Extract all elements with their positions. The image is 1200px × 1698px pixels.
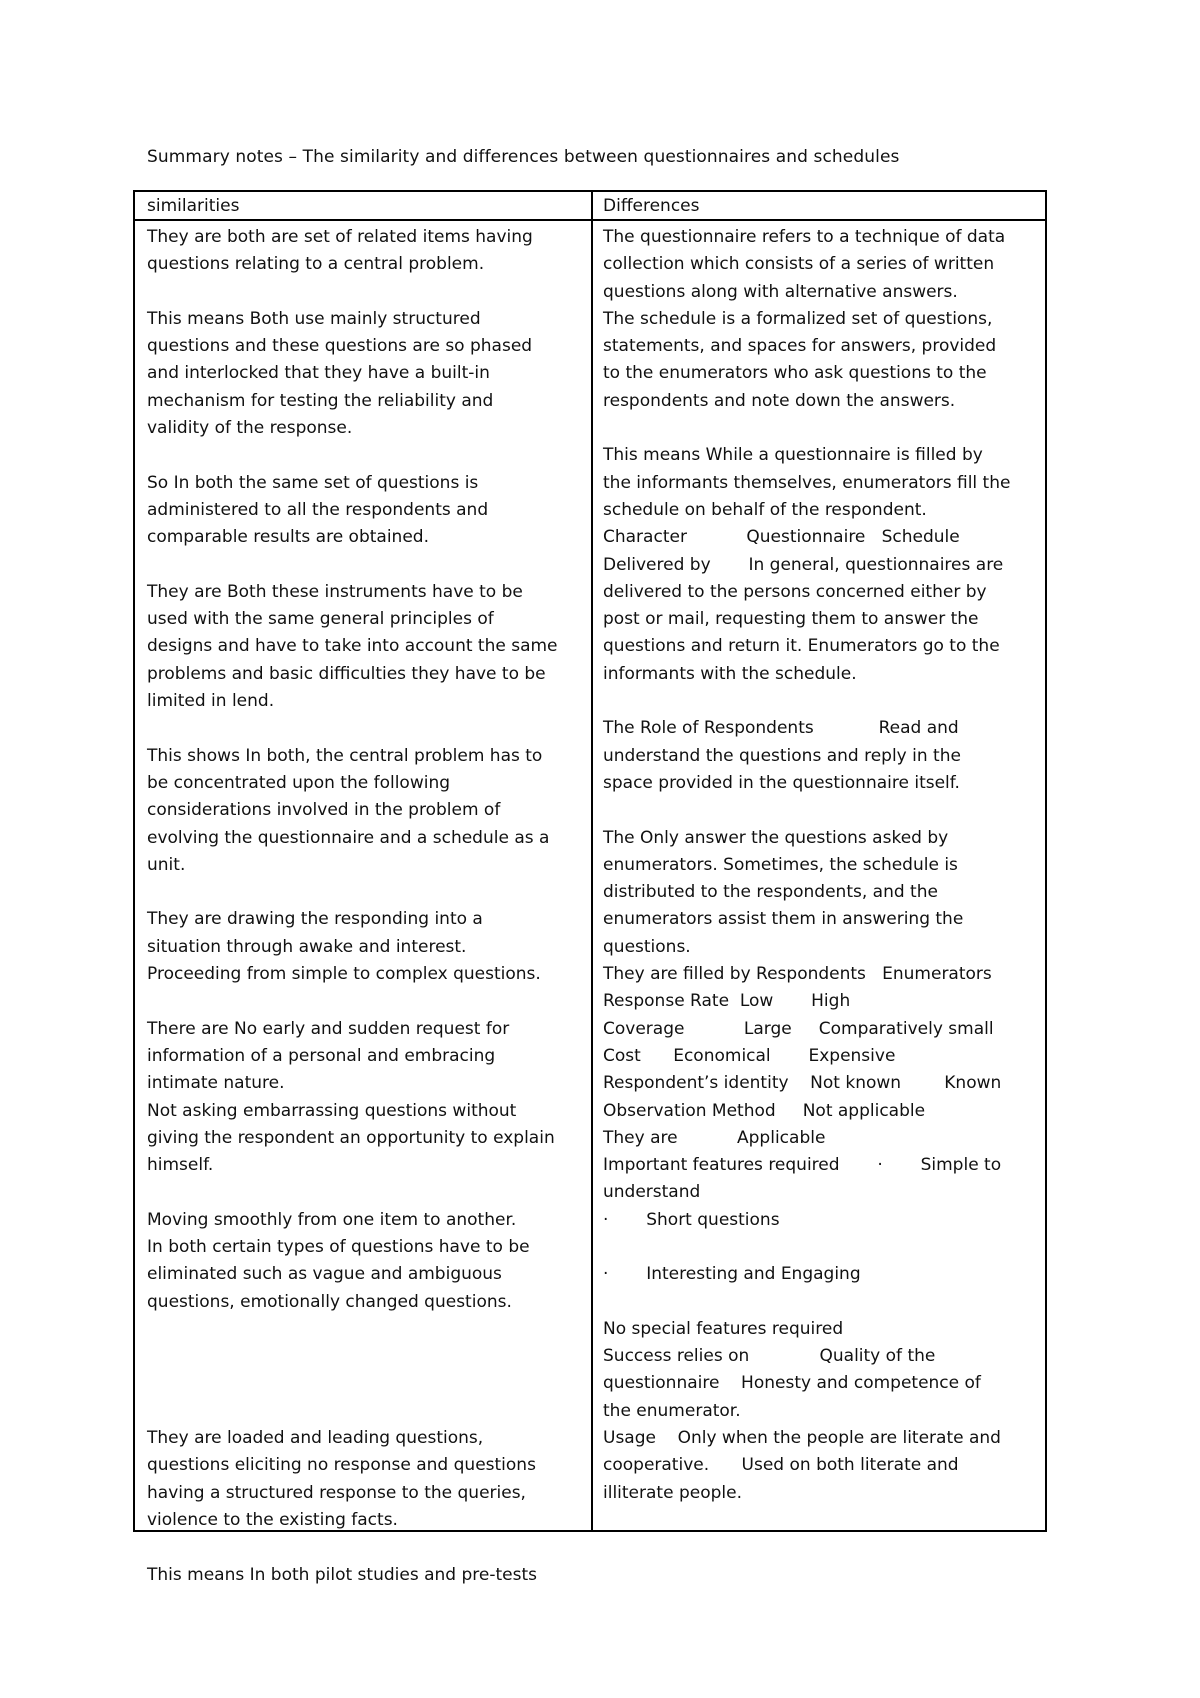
similarities-line: In both certain types of questions have to be bbox=[147, 1236, 530, 1257]
differences-line: Important features required · Simple to bbox=[603, 1155, 1002, 1176]
comparison-table bbox=[133, 190, 1047, 1585]
differences-line: to the enumerators who ask questions to the bbox=[603, 363, 987, 384]
similarities-line: intimate nature. bbox=[147, 1073, 285, 1094]
similarities-line: unit. bbox=[147, 854, 186, 875]
similarities-line bbox=[147, 1398, 587, 1425]
similarities-line bbox=[147, 1179, 587, 1206]
similarities-line bbox=[147, 1370, 587, 1397]
differences-line: Coverage Large Comparatively small bbox=[603, 1018, 994, 1039]
similarities-line: mechanism for testing the reliability and bbox=[147, 390, 494, 411]
similarities-line bbox=[147, 279, 587, 306]
similarities-line: considerations involved in the problem of bbox=[147, 800, 501, 821]
differences-line: The schedule is a formalized set of questions, bbox=[603, 308, 993, 329]
differences-line: collection which consists of a series of written bbox=[603, 254, 995, 275]
similarities-line: So In both the same set of questions is bbox=[147, 472, 479, 493]
similarities-line: They are Both these instruments have to be bbox=[147, 581, 523, 602]
differences-line: respondents and note down the answers. bbox=[603, 390, 956, 411]
similarities-line bbox=[147, 442, 587, 469]
differences-line bbox=[603, 688, 1043, 715]
header-differences: Differences bbox=[603, 196, 700, 216]
differences-line: informants with the schedule. bbox=[603, 663, 857, 684]
similarities-line: himself. bbox=[147, 1155, 214, 1176]
similarities-line: problems and basic difficulties they have to be bbox=[147, 663, 546, 684]
differences-line: understand bbox=[603, 1182, 701, 1203]
differences-line: The Role of Respondents Read and bbox=[603, 718, 959, 739]
similarities-line: limited in lend. bbox=[147, 691, 275, 712]
differences-line: Cost Economical Expensive bbox=[603, 1045, 896, 1066]
similarities-line: This means In both pilot studies and pre-tests bbox=[147, 1564, 537, 1585]
differences-line bbox=[603, 1289, 1043, 1316]
differences-line: · Interesting and Engaging bbox=[603, 1264, 861, 1285]
differences-line: Delivered by In general, questionnaires are bbox=[603, 554, 1004, 575]
header-divider bbox=[135, 219, 1045, 221]
similarities-line: Proceeding from simple to complex questions. bbox=[147, 964, 541, 985]
differences-line: Usage Only when the people are literate and bbox=[603, 1428, 1001, 1449]
similarities-line bbox=[147, 715, 587, 742]
differences-line: The Only answer the questions asked by bbox=[603, 827, 949, 848]
similarities-line: questions, emotionally changed questions. bbox=[147, 1291, 512, 1312]
differences-line: illiterate people. bbox=[603, 1482, 742, 1503]
similarities-line: giving the respondent an opportunity to explain bbox=[147, 1127, 555, 1148]
similarities-line: There are No early and sudden request for bbox=[147, 1018, 510, 1039]
similarities-line: situation through awake and interest. bbox=[147, 936, 467, 957]
differences-column bbox=[603, 224, 1043, 1507]
differences-line: They are filled by Respondents Enumerators bbox=[603, 964, 992, 985]
differences-line: distributed to the respondents, and the bbox=[603, 882, 938, 903]
similarities-line: and interlocked that they have a built-in bbox=[147, 363, 490, 384]
column-divider bbox=[591, 192, 593, 1530]
differences-line: Observation Method Not applicable bbox=[603, 1100, 926, 1121]
similarities-line bbox=[147, 879, 587, 906]
differences-line: questions. bbox=[603, 936, 691, 957]
differences-line: schedule on behalf of the respondent. bbox=[603, 499, 927, 520]
differences-line bbox=[603, 1234, 1043, 1261]
differences-line: space provided in the questionnaire itself. bbox=[603, 772, 960, 793]
similarities-line: They are loaded and leading questions, bbox=[147, 1428, 484, 1449]
differences-line: Success relies on Quality of the bbox=[603, 1346, 936, 1367]
differences-line: statements, and spaces for answers, provided bbox=[603, 336, 997, 357]
similarities-line: They are drawing the responding into a bbox=[147, 909, 483, 930]
similarities-line: used with the same general principles of bbox=[147, 609, 494, 630]
differences-line: This means While a questionnaire is filled by bbox=[603, 445, 983, 466]
differences-line: the enumerator. bbox=[603, 1400, 741, 1421]
similarities-line: eliminated such as vague and ambiguous bbox=[147, 1264, 502, 1285]
similarities-line: They are both are set of related items having bbox=[147, 227, 533, 247]
differences-line: Response Rate Low High bbox=[603, 991, 851, 1012]
differences-line: They are Applicable bbox=[603, 1127, 826, 1148]
similarities-line bbox=[147, 1534, 587, 1561]
similarities-line: evolving the questionnaire and a schedule as a bbox=[147, 827, 550, 848]
differences-line: questions along with alternative answers. bbox=[603, 281, 958, 302]
similarities-line bbox=[147, 1343, 587, 1370]
similarities-line: Moving smoothly from one item to another. bbox=[147, 1209, 517, 1230]
similarities-column bbox=[147, 224, 587, 1589]
differences-line: Respondent’s identity Not known Known bbox=[603, 1073, 1002, 1094]
header-similarities: similarities bbox=[147, 196, 240, 216]
similarities-line: designs and have to take into account the same bbox=[147, 636, 558, 657]
differences-line: The questionnaire refers to a technique of data bbox=[603, 227, 1006, 247]
differences-line bbox=[603, 415, 1043, 442]
differences-line: No special features required bbox=[603, 1318, 844, 1339]
similarities-line bbox=[147, 988, 587, 1015]
similarities-line: administered to all the respondents and bbox=[147, 499, 489, 520]
differences-line: enumerators. Sometimes, the schedule is bbox=[603, 854, 958, 875]
differences-line: enumerators assist them in answering the bbox=[603, 909, 964, 930]
similarities-line: questions and these questions are so phased bbox=[147, 336, 533, 357]
differences-line bbox=[603, 797, 1043, 824]
similarities-line: Not asking embarrassing questions without bbox=[147, 1100, 517, 1121]
similarities-line: questions eliciting no response and questions bbox=[147, 1455, 536, 1476]
similarities-line bbox=[147, 1316, 587, 1343]
differences-line: questionnaire Honesty and competence of bbox=[603, 1373, 981, 1394]
similarities-line: validity of the response. bbox=[147, 418, 353, 439]
differences-line: delivered to the persons concerned either by bbox=[603, 581, 987, 602]
similarities-line: comparable results are obtained. bbox=[147, 527, 429, 548]
differences-line: · Short questions bbox=[603, 1209, 780, 1230]
similarities-line: This shows In both, the central problem has to bbox=[147, 745, 543, 766]
similarities-line: having a structured response to the queries, bbox=[147, 1482, 526, 1503]
differences-line: Character Questionnaire Schedule bbox=[603, 527, 960, 548]
differences-line: post or mail, requesting them to answer the bbox=[603, 609, 979, 630]
similarities-line bbox=[147, 552, 587, 579]
page-title: Summary notes – The similarity and differences between questionnaires and schedules bbox=[147, 147, 900, 167]
similarities-line: be concentrated upon the following bbox=[147, 772, 451, 793]
similarities-line: violence to the existing facts. bbox=[147, 1509, 398, 1530]
similarities-line: questions relating to a central problem. bbox=[147, 254, 485, 275]
differences-line: questions and return it. Enumerators go to the bbox=[603, 636, 1000, 657]
differences-line: the informants themselves, enumerators fill the bbox=[603, 472, 1011, 493]
differences-line: understand the questions and reply in the bbox=[603, 745, 961, 766]
differences-line: cooperative. Used on both literate and bbox=[603, 1455, 959, 1476]
similarities-line: information of a personal and embracing bbox=[147, 1045, 496, 1066]
similarities-line: This means Both use mainly structured bbox=[147, 308, 481, 329]
